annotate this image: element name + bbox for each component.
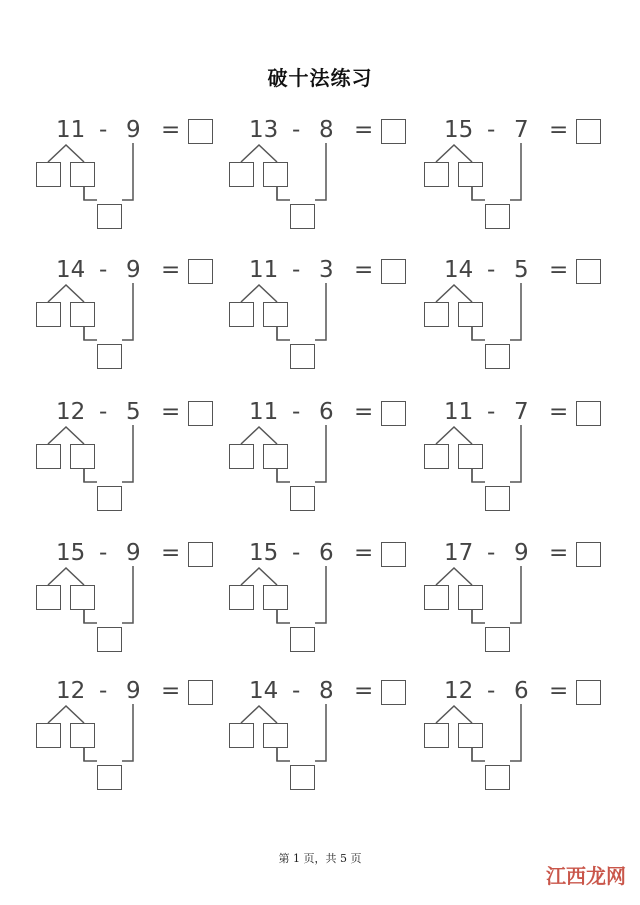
decomposition-lines [36,255,226,380]
result-box[interactable] [290,486,315,511]
connector-left [277,327,290,340]
subtrahend: 9 [126,540,141,566]
result-box[interactable] [290,627,315,652]
connector-right [315,704,326,761]
equals-sign: = [161,678,181,704]
split-branch [436,568,472,585]
split-box-ones[interactable] [70,585,95,610]
split-branch [241,568,277,585]
split-box-ones[interactable] [458,723,483,748]
connector-left [84,748,97,761]
minus-sign: - [292,399,301,425]
connector-right [122,566,133,623]
minus-sign: - [487,540,496,566]
problem-card [36,397,226,522]
connector-left [472,610,485,623]
equals-sign: = [161,257,181,283]
split-box-ten[interactable] [424,444,449,469]
connector-right [122,425,133,482]
connector-left [472,748,485,761]
subtrahend: 8 [319,117,334,143]
problem-card [229,676,419,801]
split-box-ten[interactable] [229,302,254,327]
result-box[interactable] [485,765,510,790]
split-box-ones[interactable] [263,302,288,327]
problem-card [229,397,419,522]
minus-sign: - [487,117,496,143]
decomposition-lines [36,538,226,663]
minuend: 11 [249,399,279,425]
watermark-logo: 江西龙网 [546,864,626,888]
minus-sign: - [487,257,496,283]
minus-sign: - [99,540,108,566]
split-box-ten[interactable] [424,162,449,187]
minus-sign: - [292,257,301,283]
equals-sign: = [549,399,569,425]
split-box-ones[interactable] [263,723,288,748]
split-box-ten[interactable] [424,585,449,610]
split-box-ten[interactable] [229,162,254,187]
equals-sign: = [354,257,374,283]
minuend: 13 [249,117,279,143]
decomposition-lines [36,115,226,240]
page-title: 破十法练习 [267,66,373,90]
split-branch [436,427,472,444]
decomposition-lines [36,676,226,801]
subtrahend: 8 [319,678,334,704]
minuend: 17 [444,540,474,566]
result-box[interactable] [97,344,122,369]
result-box[interactable] [290,344,315,369]
decomposition-lines [229,676,419,801]
decomposition-lines [229,538,419,663]
problem-card [229,115,419,240]
connector-right [510,143,521,200]
split-branch [241,285,277,302]
split-box-ones[interactable] [458,444,483,469]
minuend: 15 [249,540,279,566]
equals-sign: = [161,399,181,425]
minus-sign: - [487,399,496,425]
decomposition-lines [229,255,419,380]
connector-left [277,469,290,482]
result-box[interactable] [290,204,315,229]
result-box[interactable] [97,765,122,790]
connector-left [277,610,290,623]
connector-right [510,704,521,761]
minus-sign: - [99,257,108,283]
connector-left [277,748,290,761]
split-branch [436,706,472,723]
connector-left [472,469,485,482]
minuend: 11 [56,117,86,143]
minuend: 15 [56,540,86,566]
connector-left [84,327,97,340]
split-box-ones[interactable] [70,162,95,187]
split-branch [241,706,277,723]
minus-sign: - [292,117,301,143]
equals-sign: = [354,540,374,566]
decomposition-lines [36,397,226,522]
result-box[interactable] [290,765,315,790]
subtrahend: 7 [514,117,529,143]
connector-left [84,610,97,623]
split-branch [241,427,277,444]
problem-card [36,115,226,240]
subtrahend: 7 [514,399,529,425]
result-box[interactable] [97,627,122,652]
connector-left [472,187,485,200]
split-branch [48,145,84,162]
result-box[interactable] [485,344,510,369]
subtrahend: 6 [514,678,529,704]
connector-right [510,425,521,482]
minuend: 14 [444,257,474,283]
subtrahend: 9 [126,678,141,704]
equals-sign: = [549,540,569,566]
minuend: 12 [56,399,86,425]
minus-sign: - [99,117,108,143]
minuend: 14 [56,257,86,283]
subtrahend: 5 [126,399,141,425]
split-box-ten[interactable] [424,723,449,748]
split-box-ten[interactable] [229,723,254,748]
minuend: 12 [56,678,86,704]
subtrahend: 9 [514,540,529,566]
connector-right [315,283,326,340]
connector-right [510,283,521,340]
subtrahend: 3 [319,257,334,283]
minus-sign: - [99,399,108,425]
connector-left [472,327,485,340]
minuend: 12 [444,678,474,704]
split-box-ones[interactable] [263,444,288,469]
split-box-ones[interactable] [263,162,288,187]
subtrahend: 5 [514,257,529,283]
connector-right [122,704,133,761]
split-branch [48,706,84,723]
problem-card [424,115,614,240]
split-box-ten[interactable] [36,444,61,469]
decomposition-lines [424,397,614,522]
result-box[interactable] [97,486,122,511]
minuend: 14 [249,678,279,704]
split-branch [48,568,84,585]
split-box-ten[interactable] [229,585,254,610]
minuend: 11 [444,399,474,425]
decomposition-lines [424,676,614,801]
subtrahend: 9 [126,117,141,143]
split-branch [436,145,472,162]
split-box-ten[interactable] [36,723,61,748]
connector-right [510,566,521,623]
minuend: 11 [249,257,279,283]
connector-right [122,283,133,340]
minus-sign: - [292,678,301,704]
split-box-ones[interactable] [458,302,483,327]
minuend: 15 [444,117,474,143]
connector-right [315,143,326,200]
page-footer: 第 1 页，共 5 页 [278,852,362,865]
connector-left [84,187,97,200]
problem-card [229,255,419,380]
split-branch [436,285,472,302]
problem-card [424,397,614,522]
equals-sign: = [354,678,374,704]
split-box-ten[interactable] [229,444,254,469]
problem-card [36,538,226,663]
problem-card [36,255,226,380]
decomposition-lines [229,115,419,240]
subtrahend: 9 [126,257,141,283]
equals-sign: = [549,257,569,283]
split-box-ones[interactable] [458,162,483,187]
connector-right [315,425,326,482]
split-box-ones[interactable] [458,585,483,610]
split-branch [48,285,84,302]
problem-card [424,676,614,801]
decomposition-lines [424,115,614,240]
equals-sign: = [549,678,569,704]
decomposition-lines [424,255,614,380]
connector-left [84,469,97,482]
split-branch [48,427,84,444]
decomposition-lines [424,538,614,663]
equals-sign: = [354,399,374,425]
split-box-ten[interactable] [36,585,61,610]
minus-sign: - [292,540,301,566]
connector-left [277,187,290,200]
minus-sign: - [487,678,496,704]
split-box-ones[interactable] [70,302,95,327]
equals-sign: = [354,117,374,143]
result-box[interactable] [485,486,510,511]
equals-sign: = [549,117,569,143]
problem-card [424,255,614,380]
problem-card [229,538,419,663]
connector-right [122,143,133,200]
split-box-ones[interactable] [70,723,95,748]
connector-right [315,566,326,623]
split-box-ones[interactable] [70,444,95,469]
result-box[interactable] [485,204,510,229]
equals-sign: = [161,117,181,143]
subtrahend: 6 [319,540,334,566]
split-box-ten[interactable] [36,302,61,327]
split-box-ones[interactable] [263,585,288,610]
problem-card [424,538,614,663]
split-box-ten[interactable] [424,302,449,327]
decomposition-lines [229,397,419,522]
split-box-ten[interactable] [36,162,61,187]
problem-card [36,676,226,801]
minus-sign: - [99,678,108,704]
subtrahend: 6 [319,399,334,425]
split-branch [241,145,277,162]
result-box[interactable] [97,204,122,229]
result-box[interactable] [485,627,510,652]
equals-sign: = [161,540,181,566]
